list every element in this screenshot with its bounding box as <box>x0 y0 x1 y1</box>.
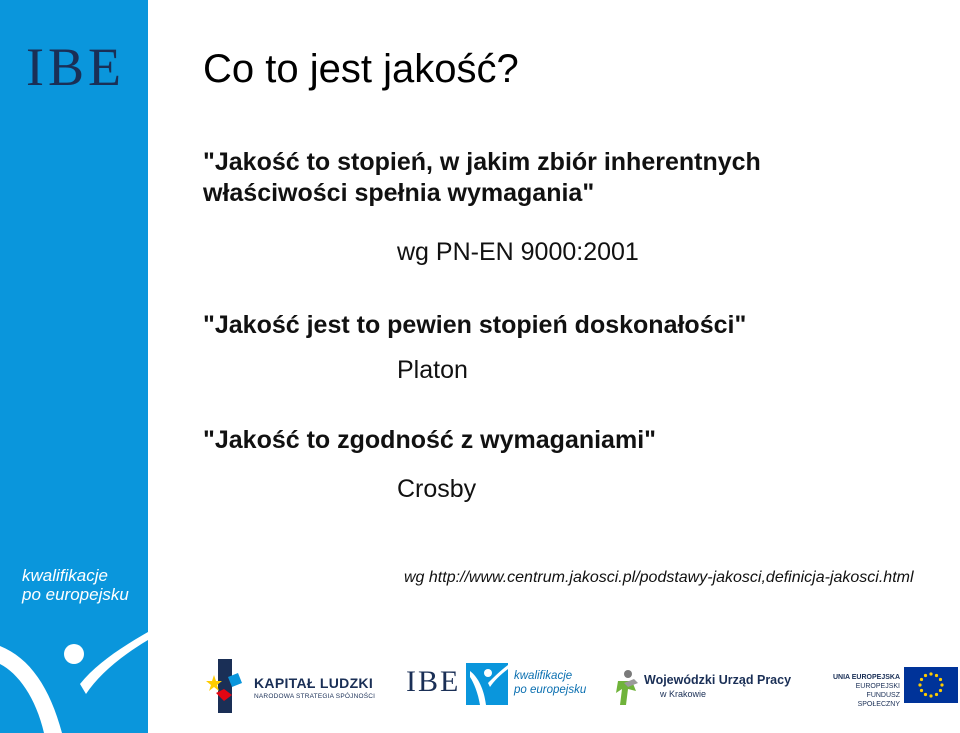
kapital-ludzki-subtitle: NARODOWA STRATEGIA SPÓJNOŚCI <box>254 693 376 700</box>
ibe-footer-tagline-2: po europejsku <box>514 684 587 696</box>
eu-line-3: FUNDUSZ SPOŁECZNY <box>857 692 900 708</box>
ibe-figure-icon <box>466 663 508 705</box>
quote-iso-attribution: wg PN-EN 9000:2001 <box>397 238 639 266</box>
wup-figure-icon <box>614 669 640 705</box>
source-citation: wg http://www.centrum.jakosci.pl/podstawy-jakosci,definicja-jakosci.html <box>404 569 914 586</box>
eu-line-2: EUROPEJSKI <box>855 683 900 690</box>
sidebar <box>0 0 148 733</box>
ibe-footer-wordmark: IBE <box>406 665 461 698</box>
wup-title: Wojewódzki Urząd Pracy <box>644 673 792 687</box>
quote-iso: "Jakość to stopień, w jakim zbiór inherentnych właściwości spełnia wymagania" <box>203 148 761 207</box>
ibe-footer-logo <box>406 655 596 717</box>
footer-logos <box>196 655 960 717</box>
tagline-line-2: po europejsku <box>22 585 129 604</box>
ibe-logo: IBE <box>26 37 125 97</box>
tagline-line-1: kwalifikacje <box>22 566 108 585</box>
sidebar-tagline <box>22 566 148 604</box>
quote-crosby: "Jakość to zgodność z wymaganiami" <box>203 426 656 454</box>
jumping-figure-icon <box>0 628 148 733</box>
ibe-footer-tagline-1: kwalifikacje <box>514 670 573 682</box>
kapital-ludzki-title: KAPITAŁ LUDZKI <box>254 675 374 691</box>
eu-line-1: UNIA EUROPEJSKA <box>832 674 900 681</box>
quote-crosby-attribution: Crosby <box>397 475 477 503</box>
eu-text <box>824 673 900 709</box>
eu-logo <box>820 655 960 717</box>
quote-platon: "Jakość jest to pewien stopień doskonałości" <box>203 311 747 339</box>
ibe-footer-tagline <box>514 669 586 697</box>
eu-flag-icon <box>904 667 958 703</box>
quote-platon-attribution: Platon <box>397 356 468 384</box>
kapital-ludzki-star-icon <box>202 659 248 713</box>
wup-logo <box>614 655 804 717</box>
slide-title: Co to jest jakość? <box>203 47 519 91</box>
kapital-ludzki-logo <box>202 655 382 717</box>
wup-subtitle: w Krakowie <box>660 689 707 699</box>
